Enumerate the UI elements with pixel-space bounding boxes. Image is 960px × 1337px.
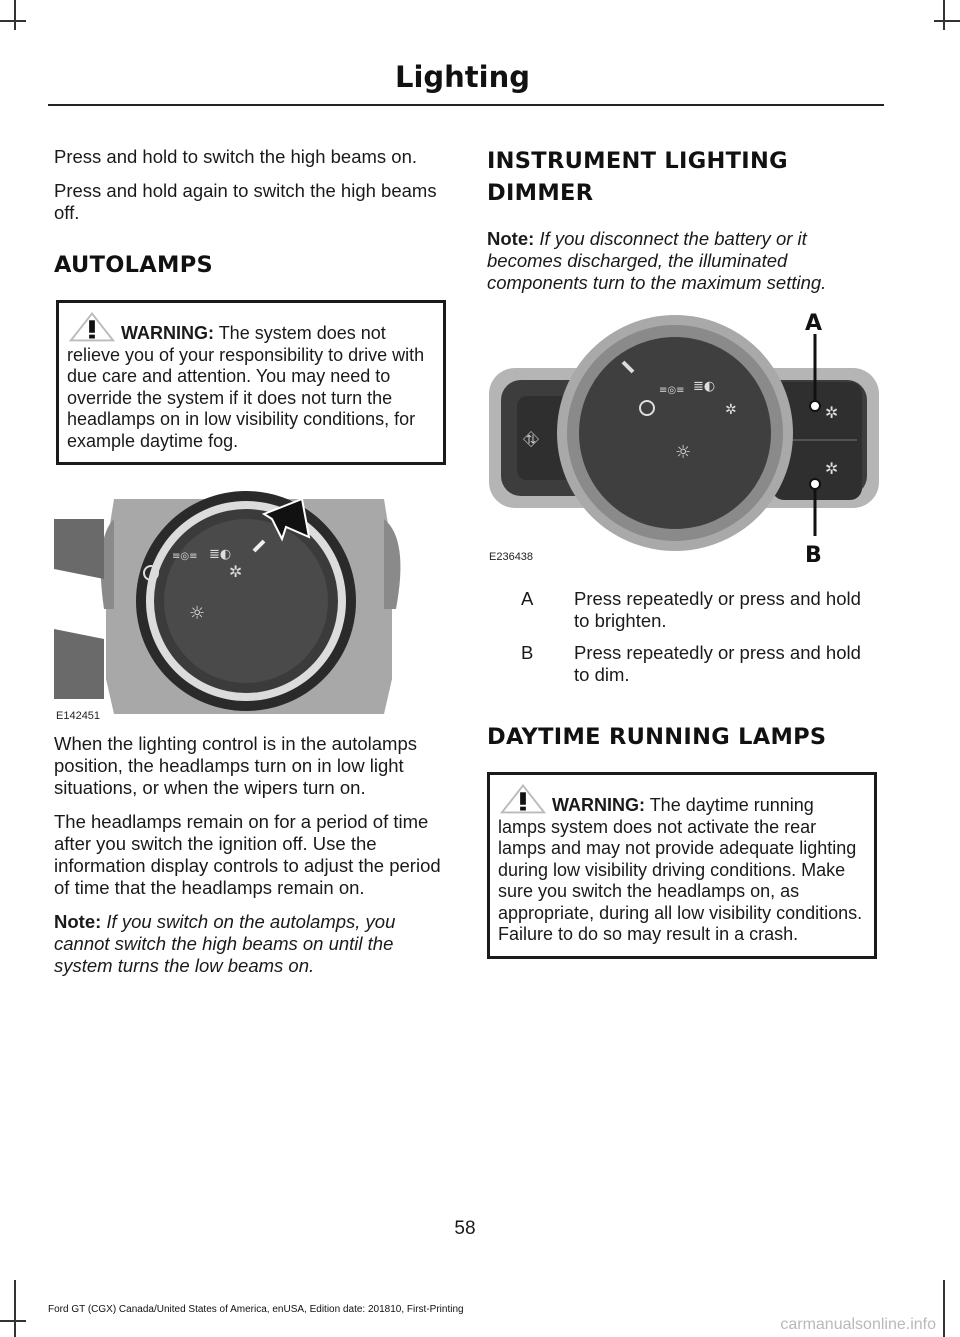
paragraph-autolamps-position: When the lighting control is in the autolamps position, the headlamps turn on in low light situations, or when the wipers turn on. bbox=[54, 733, 418, 798]
svg-text:✲: ✲ bbox=[825, 459, 839, 478]
legend-item-a bbox=[487, 588, 879, 632]
svg-text:≣◐: ≣◐ bbox=[209, 547, 232, 562]
svg-text:≣◐: ≣◐ bbox=[693, 379, 716, 394]
autolamps-heading: AUTOLAMPS bbox=[54, 252, 214, 278]
svg-text:✲: ✲ bbox=[825, 403, 839, 422]
autolamps-note bbox=[54, 911, 446, 977]
crop-mark bbox=[14, 0, 16, 30]
page-title: Lighting bbox=[394, 60, 530, 94]
dimmer-note bbox=[487, 228, 879, 294]
callout-b: B bbox=[805, 543, 822, 568]
paragraph-headlamps-remain: The headlamps remain on for a period of time after you switch the ignition off. Use the information display controls to adjust the period of time that the headlamps remain on. bbox=[54, 811, 441, 898]
crop-mark bbox=[943, 1280, 945, 1337]
warning-label: WARNING: bbox=[121, 323, 214, 343]
page-number: 58 bbox=[454, 1218, 476, 1239]
lighting-control-illustration bbox=[54, 489, 446, 721]
paragraph-high-beams-off: Press and hold again to switch the high beams off. bbox=[54, 180, 437, 223]
edition-line: Ford GT (CGX) Canada/United States of America, enUSA, Edition date: 201810, First-Printing bbox=[48, 1304, 464, 1315]
svg-text:✲: ✲ bbox=[725, 402, 737, 418]
drl-heading: DAYTIME RUNNING LAMPS bbox=[487, 724, 827, 750]
figure-code: E142451 bbox=[56, 710, 101, 721]
right-column bbox=[487, 146, 879, 959]
warning-label: WARNING: bbox=[552, 795, 645, 815]
legend-text: Press repeatedly or press and hold to dim. bbox=[574, 642, 861, 685]
lighting-control-figure bbox=[54, 489, 446, 721]
warning-triangle-icon bbox=[69, 311, 115, 343]
svg-text:☼: ☼ bbox=[189, 603, 206, 624]
left-column bbox=[54, 146, 446, 989]
dimmer-figure bbox=[487, 306, 879, 576]
warning-text: The system does not relieve you of your responsibility to drive with due care and attention. You may need to override the system if it does not turn the headlamps on in low visibility conditions, for example daytime fog. bbox=[67, 323, 425, 451]
crop-mark bbox=[0, 20, 26, 22]
svg-text:✲: ✲ bbox=[229, 562, 243, 581]
dimmer-heading-line1: INSTRUMENT LIGHTING bbox=[487, 148, 788, 174]
dimmer-legend bbox=[487, 588, 879, 686]
crop-mark bbox=[0, 1320, 26, 1322]
paragraph-high-beams-on: Press and hold to switch the high beams on. bbox=[54, 146, 418, 167]
crop-mark bbox=[14, 1280, 16, 1337]
legend-key: A bbox=[521, 588, 534, 609]
dimmer-illustration bbox=[487, 306, 883, 576]
note-text: If you disconnect the battery or it becomes discharged, the illuminated components turn to the maximum setting. bbox=[487, 228, 827, 293]
note-text: If you switch on the autolamps, you cannot switch the high beams on until the system turns the low beams on. bbox=[54, 911, 396, 976]
watermark: carmanualsonline.info bbox=[780, 1316, 936, 1333]
drl-warning-box bbox=[487, 772, 877, 959]
legend-key: B bbox=[521, 642, 534, 663]
crop-mark bbox=[943, 0, 945, 30]
warning-text: The daytime running lamps system does not activate the rear lamps and may not provide adequate lighting during low visibility driving conditions. Make sure you switch the headlamps on, as appropriate, during all low visibility conditions. Failure to do so may result in a crash. bbox=[498, 795, 863, 944]
svg-text:≡◎≡: ≡◎≡ bbox=[172, 551, 198, 562]
svg-text:⛗: ⛗ bbox=[523, 427, 539, 451]
svg-text:☼: ☼ bbox=[675, 442, 692, 463]
header-divider bbox=[48, 104, 884, 106]
dimmer-heading-line2: DIMMER bbox=[487, 180, 594, 206]
figure-code: E236438 bbox=[489, 551, 534, 563]
legend-text: Press repeatedly or press and hold to brighten. bbox=[574, 588, 861, 631]
callout-a: A bbox=[805, 311, 823, 336]
note-label: Note: bbox=[54, 911, 102, 932]
warning-triangle-icon bbox=[500, 783, 546, 815]
autolamps-warning-box bbox=[56, 300, 446, 465]
crop-mark bbox=[934, 20, 960, 22]
svg-text:≡◎≡: ≡◎≡ bbox=[659, 385, 685, 396]
note-label: Note: bbox=[487, 228, 535, 249]
legend-item-b bbox=[487, 642, 879, 686]
